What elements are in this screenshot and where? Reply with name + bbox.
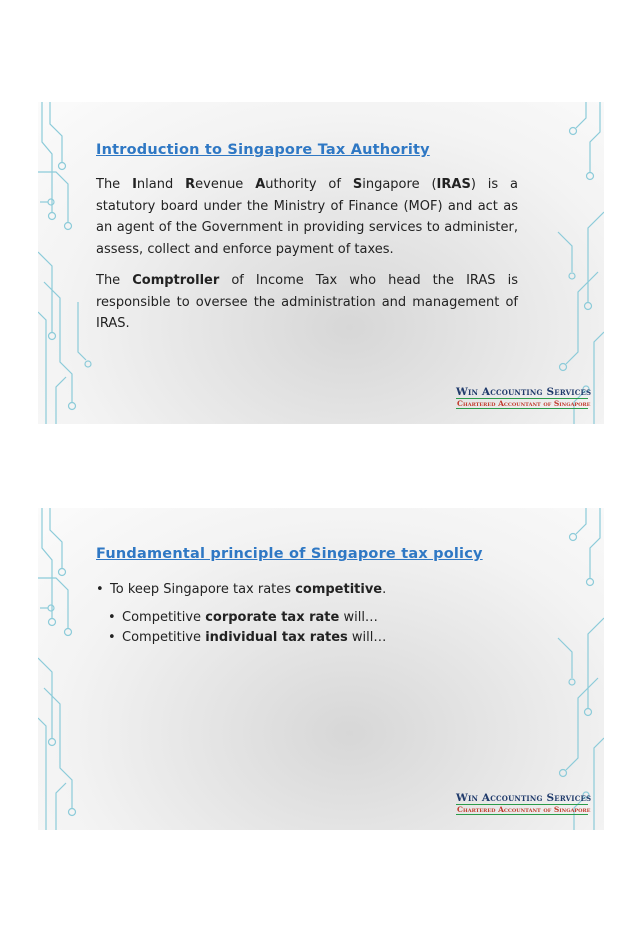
company-logo: Win Accounting Services Chartered Accountant of Singapore [456, 792, 592, 814]
company-logo: Win Accounting Services Chartered Accountant of Singapore [456, 386, 592, 408]
sub-bullet-corporate-rate: • Competitive corporate tax rate will… [108, 610, 378, 625]
slide-1 [38, 102, 604, 424]
comptroller-description: The Comptroller of Income Tax who head the IRAS is responsible to oversee the administration and management of IRAS. [96, 273, 518, 331]
slide-2 [38, 508, 604, 830]
slide-title: Introduction to Singapore Tax Authority [96, 142, 430, 158]
slide-title: Fundamental principle of Singapore tax policy [96, 546, 483, 562]
iras-description: The Inland Revenue Authority of Singapore (IRAS) is a statutory board under the Ministry of Finance (MOF) and act as an agent of the Government in providing services to administer, assess, collect and enforce payment of taxes. [96, 177, 519, 257]
sub-bullet-individual-rates: • Competitive individual tax rates will… [108, 630, 387, 645]
bullet-competitive-rates: • To keep Singapore tax rates competitive. [96, 582, 387, 597]
